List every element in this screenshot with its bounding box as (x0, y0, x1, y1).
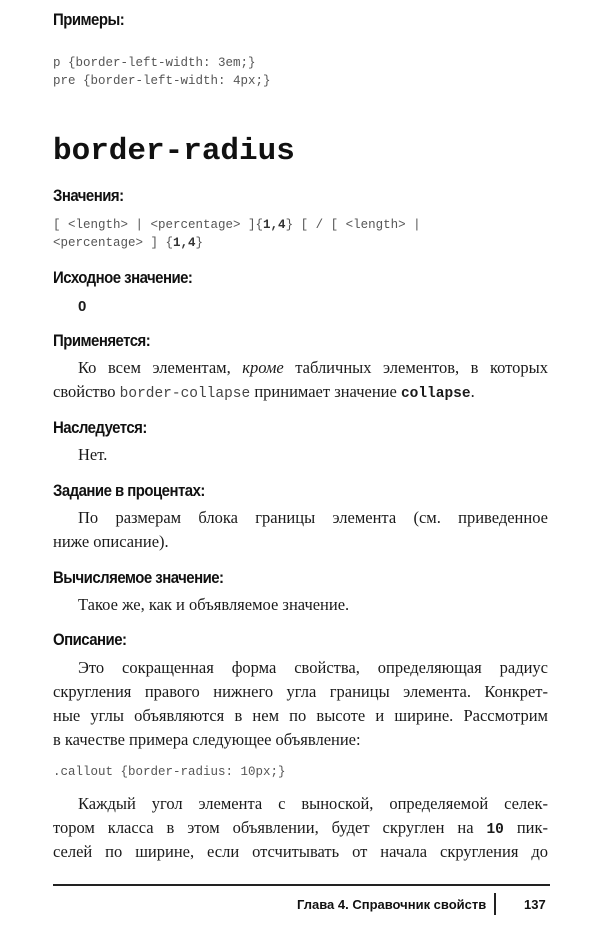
initial-heading: Исходное значение: (53, 268, 193, 287)
computed-value: Такое же, как и объявляемое значение. (78, 595, 350, 614)
text: тором класса в этом объявлении, будет скруглен на (53, 818, 487, 837)
inherited-value: Нет. (78, 445, 108, 464)
description-code: .callout {border-radius: 10px;} (53, 765, 286, 779)
text: свойство (53, 382, 120, 401)
values-syntax-line (53, 236, 203, 250)
text: принимает значение (250, 382, 401, 401)
inline-code: border-collapse (119, 386, 251, 402)
initial-value: 0 (78, 298, 87, 315)
description-line (53, 818, 548, 838)
emphasis: кроме (242, 358, 284, 377)
example-code-line: pre {border-left-width: 4px;} (53, 74, 271, 88)
chapter-title: Глава 4. Справочник свойств (297, 897, 487, 912)
percentages-line: По размерам блока границы элемента (см. приведенное (78, 508, 548, 527)
description-line: ные углы объявляются в нем по высоте и ширине. Рассмотрим (53, 706, 548, 725)
values-heading: Значения: (53, 186, 124, 205)
examples-heading: Примеры: (53, 10, 125, 29)
applies-line (78, 358, 548, 378)
applies-heading: Применяется: (53, 331, 151, 350)
syntax-text: [ <length> | <percentage> ]{ (53, 218, 264, 232)
percentages-line: ниже описание). (53, 532, 169, 551)
property-title: border-radius (53, 134, 295, 169)
inline-code-bold: collapse (400, 386, 471, 402)
page-number: 137 (524, 897, 546, 912)
inline-code-bold: 10 (486, 822, 504, 838)
description-heading: Описание: (53, 630, 127, 649)
syntax-bold: 1,4 (173, 236, 196, 250)
text: . (470, 382, 475, 401)
footer-separator (494, 893, 496, 915)
text: пик- (503, 818, 549, 837)
syntax-text: <percentage> ] { (53, 236, 174, 250)
description-line: скругления правого нижнего угла границы элемента. Конкрет- (53, 682, 548, 701)
description-line: в качестве примера следующее объявление: (53, 730, 361, 749)
inherited-heading: Наследуется: (53, 418, 147, 437)
values-syntax-line (53, 218, 421, 232)
text: табличных элементов, в которых (283, 358, 548, 377)
syntax-text: } [ / [ <length> | (285, 218, 421, 232)
syntax-bold: 1,4 (263, 218, 286, 232)
description-line: Каждый угол элемента с выноской, определяемой селек- (78, 794, 548, 813)
computed-heading: Вычисляемое значение: (53, 568, 224, 587)
example-code-line: p {border-left-width: 3em;} (53, 56, 256, 70)
text: Ко всем элементам, (78, 358, 243, 377)
footer-rule (53, 884, 550, 886)
description-line: селей по ширине, если отсчитывать от начала скругления до (53, 842, 548, 861)
percentages-heading: Задание в процентах: (53, 481, 205, 500)
applies-line (53, 382, 475, 402)
syntax-text: } (195, 236, 204, 250)
description-line: Это сокращенная форма свойства, определяющая радиус (78, 658, 548, 677)
